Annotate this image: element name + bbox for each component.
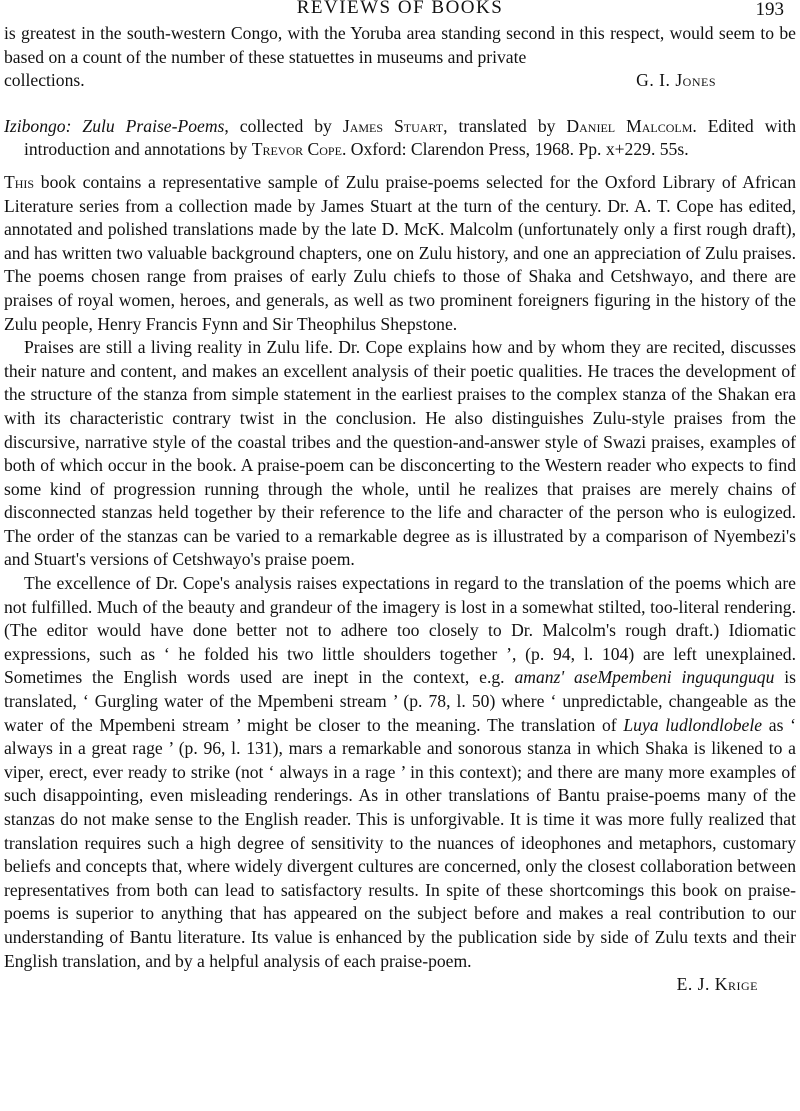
book-editor: Trevor Cope: [251, 139, 342, 160]
review-paragraph-3-part-c: as ‘ always in a great rage ’ (p. 96, l. 131), mars a remarkable and sonorous stanza in which Shaka is likened to a viper, erect, ever ready to strike (not ‘ always in a rage ’ in this context); and there are many more examples of such disappointing, even misleading renderings. As in other translations of Bantu praise-poems many of the stanzas do not make sense to the English reader. This is unforgivable. It is time it was more fully realized that translation requires such a high degree of sensitivity to the nuances of ideophones and metaphors, customary beliefs and concepts that, where widely divergent cultures are concerned, only the closest collaboration between representatives from both can lead to satisfactory results. In spite of these shortcomings this book on praise-poems is superior to anything that has appeared on the subject before and makes a real contribution to our understanding of Bantu literature. Its value is enhanced by the publication side by side of Zulu texts and their English translation, and by a helpful analysis of each praise-poem.: [4, 714, 796, 971]
book-collector: James Stuart: [342, 115, 444, 136]
review-paragraph-2: Praises are still a living reality in Zulu life. Dr. Cope explains how and by whom they are recited, discusses their nature and content, and makes an excellent analysis of their poetic qualities. He traces the development of the structure of the stanza from simple statement in the earliest praises to the complex stanza of the Shakan era with its characteristic contrary twist in the conclusion. He also distinguishes Zulu-style praises from the discursive, narrative style of the coastal tribes and the question-and-answer style of Swazi praises, examples of both of which occur in the book. A praise-poem can be disconcerting to the Western reader who expects to find some kind of progression running through the whole, until he realizes that praises are merely chains of disconnected stanzas held together by their reference to the life and character of the person who is eulogized. The order of the stanzas can be varied to a remarkable degree as is illustrated by a comparison of Nyembezi's and Stuart's versions of Cetshwayo's praise poem.: [4, 337, 796, 570]
edited-prefix: . Edited with introduction and annotations by: [24, 115, 796, 160]
book-citation: [4, 115, 796, 162]
page-header: [4, 0, 796, 22]
page-number: 193: [755, 0, 784, 20]
book-publication: . Oxford: Clarendon Press, 1968. Pp. x+229. 55s.: [341, 139, 689, 160]
review-paragraph-3-part-b: is translated, ‘ Gurgling water of the Mpembeni stream ’ (p. 78, l. 50) where ‘ unpredictable, changeable as the water of the Mpembeni stream ’ might be closer to the meaning. The translation of: [4, 667, 796, 735]
previous-review-signature: G. I. Jones: [636, 70, 716, 91]
review-paragraph-3: [4, 572, 796, 973]
review-lead-word: This: [4, 171, 35, 192]
zulu-phrase-1: amanz' aseMpembeni inguqunguqu: [514, 667, 775, 688]
zulu-phrase-2: Luya ludlondlobele: [623, 714, 763, 735]
review-paragraph-3-part-a: The excellence of Dr. Cope's analysis raises expectations in regard to the translation of the poems which are not fulfilled. Much of the beauty and grandeur of the imagery is lost in a somewhat stilted, too-literal rendering. (The editor would have done better not to adhere too closely to Dr. Malcolm's rough draft.) Idiomatic expressions, such as ‘ he folded his two little shoulders together ’, (p. 94, l. 104) are left unexplained. Sometimes the English words used are inept in the context, e.g.: [4, 573, 796, 688]
running-head: REVIEWS OF BOOKS: [296, 0, 504, 18]
translated-by-prefix: , translated by: [443, 115, 567, 136]
previous-review-continuation: is greatest in the south-western Congo, with the Yoruba area standing second in this respect, would seem to be based on a count of the number of these statuettes in museums and private: [4, 23, 796, 67]
review-paragraph-1: [4, 171, 796, 336]
previous-review-last-line: collections.: [4, 70, 85, 91]
collected-by-prefix: , collected by: [224, 115, 343, 136]
previous-review-signoff: [4, 69, 796, 93]
review-paragraph-1-text: book contains a representative sample of Zulu praise-poems selected for the Oxford Library of African Literature series from a collection made by James Stuart at the turn of the century. Dr. A. T. Cope has edited, annotated and polished translations made by the late D. McK. Malcolm (unfortunately only a first rough draft), and has written two valuable background chapters, one on Zulu history, and one an appreciation of Zulu praises. The poems chosen range from praises of early Zulu chiefs to those of Shaka and Cetshwayo, and there are praises of royal women, heroes, and generals, as well as two prominent foreigners figuring in the history of the Zulu people, Henry Francis Fynn and Sir Theophilus Shepstone.: [4, 171, 796, 334]
book-translator: Daniel Malcolm: [566, 115, 693, 136]
book-title: Izibongo: Zulu Praise-Poems: [4, 115, 225, 136]
review-signature: E. J. Krige: [676, 974, 758, 995]
